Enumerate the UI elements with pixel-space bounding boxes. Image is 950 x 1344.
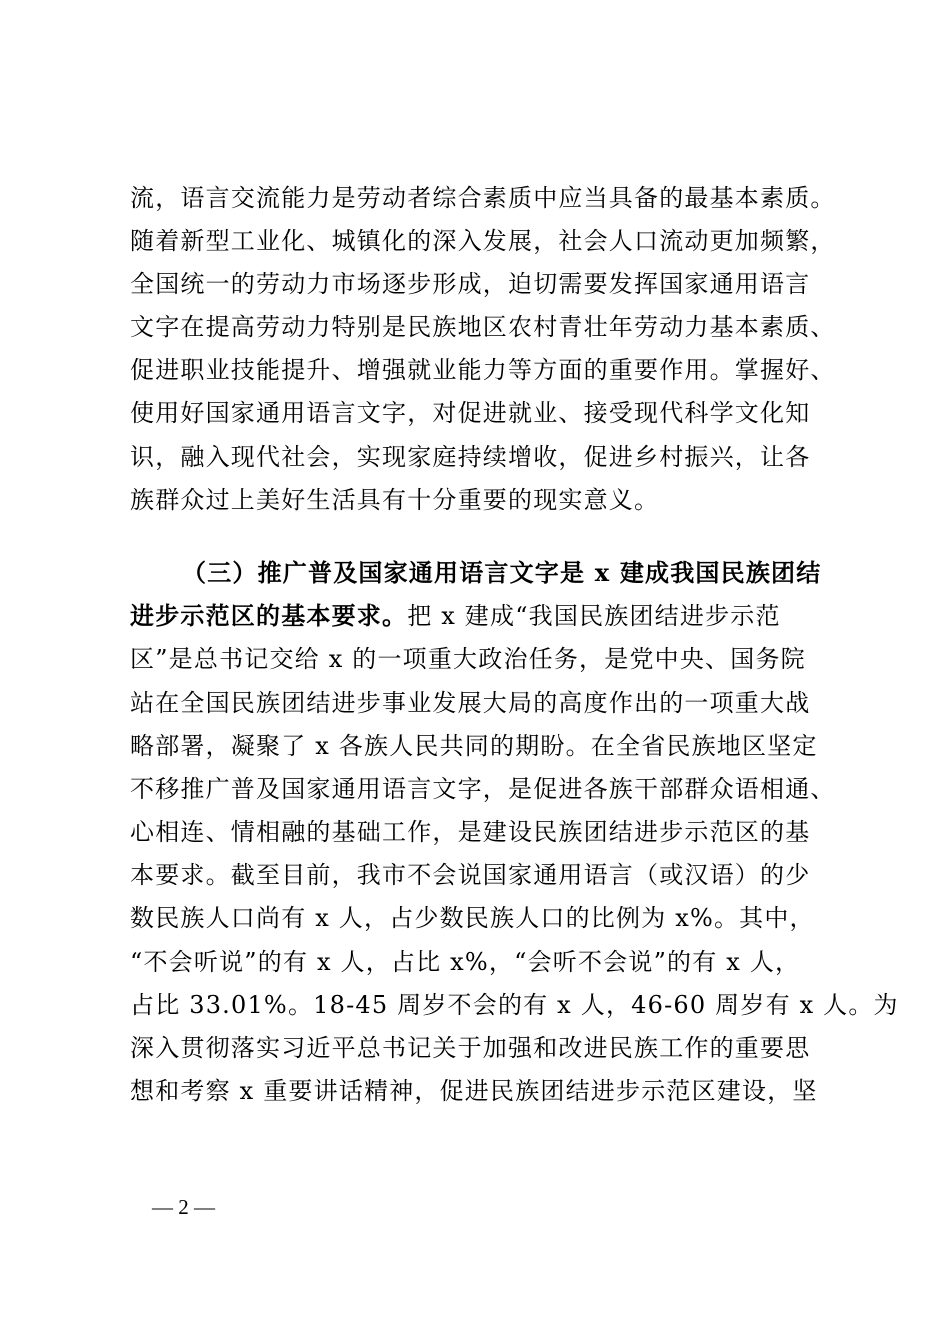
- paragraph-2-line-6: 不移推广普及国家通用语言文字，是促进各族干部群众语相通、: [130, 775, 836, 803]
- paragraph-2-line-11: 占比 33.01%。18-45 周岁不会的有 x 人，46-60 周岁有 x 人。为: [130, 991, 899, 1019]
- section-heading-line-1: （三）推广普及国家通用语言文字是 x 建成我国民族团结: [182, 558, 822, 587]
- paragraph-1-line-2: 随着新型工业化、城镇化的深入发展，社会人口流动更加频繁，: [130, 227, 836, 255]
- paragraph-2-line-2-text: 把 x 建成“我国民族团结进步示范: [407, 602, 781, 630]
- paragraph-2-line-10: “不会听说”的有 x 人，占比 x%，“会听不会说”的有 x 人，: [130, 948, 801, 976]
- paragraph-2-line-3: 区”是总书记交给 x 的一项重大政治任务，是党中央、国务院: [130, 645, 806, 673]
- paragraph-2-line-9: 数民族人口尚有 x 人，占少数民族人口的比例为 x%。其中，: [130, 904, 815, 932]
- paragraph-2-line-7: 心相连、情相融的基础工作，是建设民族团结进步示范区的基: [130, 818, 811, 846]
- paragraph-1-line-5: 促进职业技能提升、增强就业能力等方面的重要作用。掌握好、: [130, 356, 836, 384]
- paragraph-2-line-12: 深入贯彻落实习近平总书记关于加强和改进民族工作的重要思: [130, 1034, 811, 1062]
- paragraph-1-line-1: 流，语言交流能力是劳动者综合素质中应当具备的最基本素质。: [130, 184, 836, 212]
- paragraph-2-line-5: 略部署，凝聚了 x 各族人民共同的期盼。在全省民族地区坚定: [130, 732, 818, 760]
- paragraph-1-line-6: 使用好国家通用语言文字，对促进就业、接受现代科学文化知: [130, 399, 811, 427]
- section-heading-line-2: 进步示范区的基本要求。: [130, 601, 408, 630]
- paragraph-1-line-4: 文字在提高劳动力特别是民族地区农村青壮年劳动力基本素质、: [130, 313, 836, 341]
- paragraph-2-line-13: 想和考察 x 重要讲话精神，促进民族团结进步示范区建设，坚: [130, 1077, 818, 1105]
- page-number: — 2 —: [152, 1195, 215, 1219]
- paragraph-2-line-4: 站在全国民族团结进步事业发展大局的高度作出的一项重大战: [130, 689, 811, 717]
- paragraph-1-line-7: 识，融入现代社会，实现家庭持续增收，促进乡村振兴，让各: [130, 443, 811, 471]
- paragraph-1-line-8: 族群众过上美好生活具有十分重要的现实意义。: [130, 486, 660, 514]
- paragraph-2-line-8: 本要求。截至目前，我市不会说国家通用语言（或汉语）的少: [130, 861, 811, 889]
- paragraph-2-line-2: [130, 600, 781, 632]
- paragraph-1-line-3: 全国统一的劳动力市场逐步形成，迫切需要发挥国家通用语言: [130, 270, 811, 298]
